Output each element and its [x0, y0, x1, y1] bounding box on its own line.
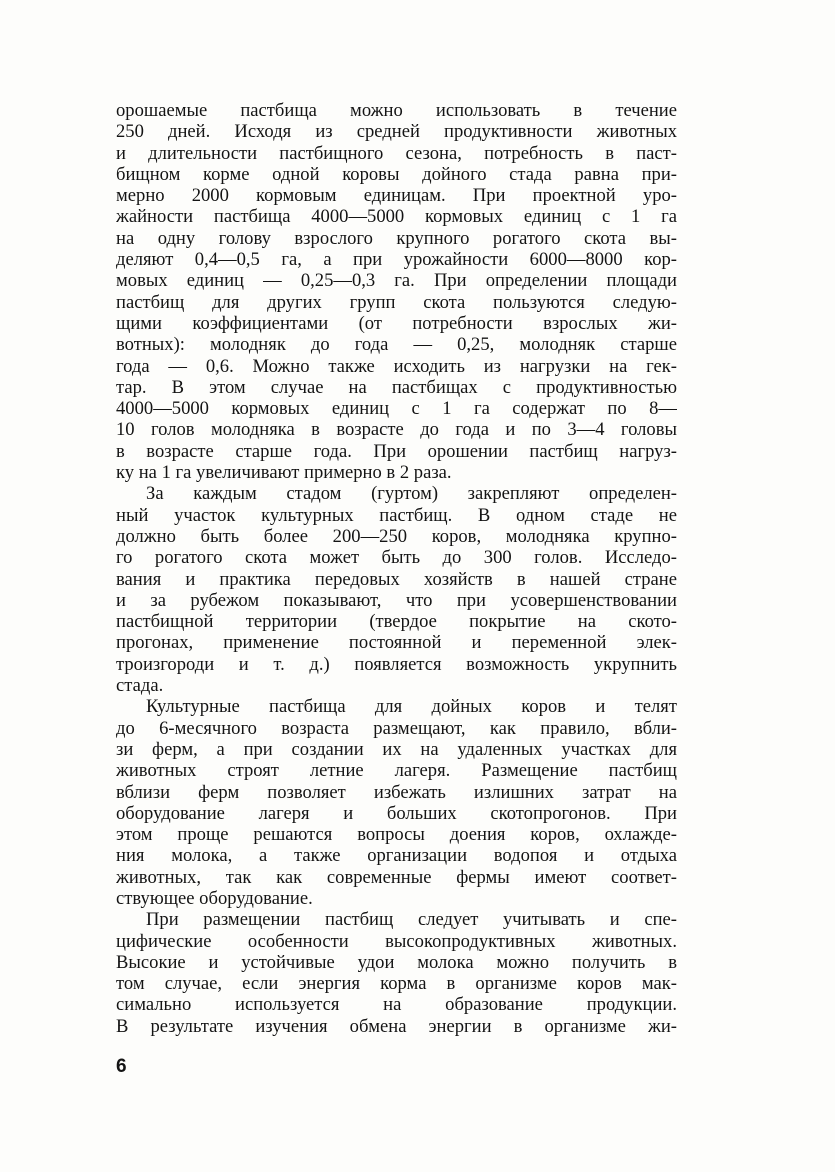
- text-line: зи ферм, а при создании их на удаленных участках для: [116, 738, 677, 760]
- text-line: мовых единиц — 0,25—0,3 га. При определении площади: [116, 270, 677, 292]
- text-line: ку на 1 га увеличивают примерно в 2 раза.: [116, 462, 452, 484]
- text-line: 250 дней. Исходя из средней продуктивности животных: [116, 121, 677, 143]
- text-line: ный участок культурных пастбищ. В одном стаде не: [116, 504, 677, 526]
- text-line: Высокие и устойчивые удои молока можно получить в: [116, 951, 677, 973]
- text-line: цифические особенности высокопродуктивных животных.: [116, 930, 677, 952]
- text-line: симально используется на образование продукции.: [116, 994, 677, 1016]
- text-line: 10 голов молодняка в возрасте до года и по 3—4 головы: [116, 419, 677, 441]
- text-line: том случае, если энергия корма в организме коров мак-: [116, 973, 677, 995]
- text-line: жайности пастбища 4000—5000 кормовых единиц с 1 га: [116, 206, 677, 228]
- text-line: бищном корме одной коровы дойного стада равна при-: [116, 163, 677, 185]
- page-number: 6: [116, 1056, 127, 1077]
- text-line: прогонах, применение постоянной и переменной элек-: [116, 632, 677, 654]
- text-line: мерно 2000 кормовым единицам. При проектной уро-: [116, 185, 677, 207]
- text-line: вания и практика передовых хозяйств в нашей стране: [116, 568, 677, 590]
- text-line: года — 0,6. Можно также исходить из нагрузки на гек-: [116, 355, 677, 377]
- text-line: го рогатого скота может быть до 300 голов. Исследо-: [116, 547, 677, 569]
- text-line: пастбищной территории (твердое покрытие на ското-: [116, 611, 677, 633]
- text-line: стада.: [116, 675, 164, 697]
- text-line: ствующее оборудование.: [116, 887, 313, 909]
- text-line: на одну голову взрослого крупного рогатого скота вы-: [116, 227, 677, 249]
- text-line: оборудование лагеря и больших скотопрогонов. При: [116, 802, 677, 824]
- text-line: В результате изучения обмена энергии в организме жи-: [116, 1015, 677, 1037]
- text-line: деляют 0,4—0,5 га, а при урожайности 6000—8000 кор-: [116, 249, 677, 271]
- text-line: При размещении пастбищ следует учитывать и спе-: [146, 909, 677, 931]
- text-line: За каждым стадом (гуртом) закрепляют определен-: [146, 483, 677, 505]
- text-line: пастбищ для других групп скота пользуются следую-: [116, 291, 677, 313]
- text-line: животных, так как современные фермы имеют соответ-: [116, 866, 677, 888]
- text-line: ния молока, а также организации водопоя и отдыха: [116, 845, 677, 867]
- text-line: 4000—5000 кормовых единиц с 1 га содержат по 8—: [116, 398, 677, 420]
- text-line: в возрасте старше года. При орошении пастбищ нагруз-: [116, 440, 677, 462]
- text-line: этом проще решаются вопросы доения коров, охлажде-: [116, 824, 677, 846]
- text-line: орошаемые пастбища можно использовать в течение: [116, 100, 677, 121]
- body-text: [116, 100, 677, 1037]
- text-line: и длительности пастбищного сезона, потребность в паст-: [116, 142, 677, 164]
- text-line: должно быть более 200—250 коров, молодняка крупно-: [116, 525, 677, 547]
- text-line: вотных): молодняк до года — 0,25, молодняк старше: [116, 334, 677, 356]
- text-line: вблизи ферм позволяет избежать излишних затрат на: [116, 781, 677, 803]
- text-line: и за рубежом показывают, что при усовершенствовании: [116, 589, 677, 611]
- text-line: щими коэффициентами (от потребности взрослых жи-: [116, 312, 677, 334]
- text-line: до 6-месячного возраста размещают, как правило, вбли-: [116, 717, 677, 739]
- text-line: троизгороди и т. д.) появляется возможность укрупнить: [116, 653, 677, 675]
- text-line: тар. В этом случае на пастбищах с продуктивностью: [116, 376, 677, 398]
- text-line: Культурные пастбища для дойных коров и телят: [146, 696, 677, 718]
- text-line: животных строят летние лагеря. Размещение пастбищ: [116, 760, 677, 782]
